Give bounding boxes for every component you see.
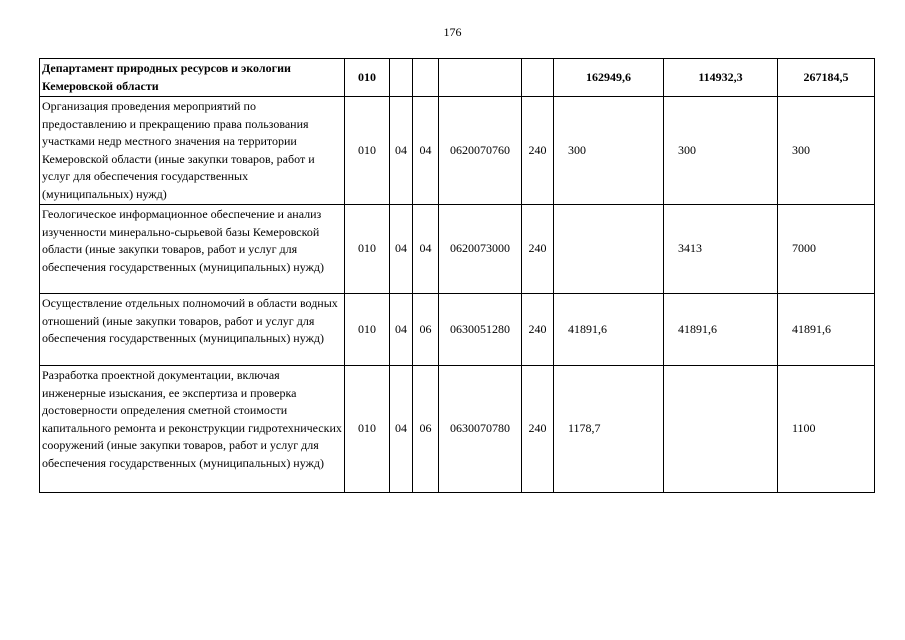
expense-type-code: [522, 59, 554, 97]
sum-year-2: 41891,6: [664, 294, 778, 366]
section-code: 04: [390, 366, 413, 493]
expense-type-code: 240: [522, 97, 554, 205]
target-code: 0620070760: [439, 97, 522, 205]
page-number: 176: [443, 25, 462, 39]
target-code: 0630070780: [439, 366, 522, 493]
target-code: [439, 59, 522, 97]
section-code: [390, 59, 413, 97]
subsection-code: 04: [413, 205, 439, 294]
sum-year-3: 267184,5: [778, 59, 875, 97]
sum-year-3: 41891,6: [778, 294, 875, 366]
section-code: 04: [390, 205, 413, 294]
ministry-code: 010: [345, 205, 390, 294]
expense-type-code: 240: [522, 366, 554, 493]
sum-year-2: 300: [664, 97, 778, 205]
ministry-code: 010: [345, 294, 390, 366]
section-code: 04: [390, 294, 413, 366]
sum-year-2: 114932,3: [664, 59, 778, 97]
sum-year-1: 1178,7: [554, 366, 664, 493]
subsection-code: [413, 59, 439, 97]
budget-table: [39, 58, 875, 493]
ministry-code: 010: [345, 59, 390, 97]
sum-year-3: 7000: [778, 205, 875, 294]
expense-type-code: 240: [522, 205, 554, 294]
ministry-code: 010: [345, 97, 390, 205]
sum-year-3: 300: [778, 97, 875, 205]
table-row: [40, 205, 875, 294]
table-row: [40, 97, 875, 205]
table-row: [40, 366, 875, 493]
subsection-code: 04: [413, 97, 439, 205]
sum-year-2: 3413: [664, 205, 778, 294]
target-code: 0620073000: [439, 205, 522, 294]
subsection-code: 06: [413, 294, 439, 366]
sum-year-3: 1100: [778, 366, 875, 493]
sum-year-1: 162949,6: [554, 59, 664, 97]
row-name: Геологическое информационное обеспечение и анализ изученности минерально-сырьевой базы Кемеровской области (иные закупки товаров, работ и услуг для обеспечения государственных (муниципальных) нужд): [40, 205, 345, 294]
table-row: [40, 294, 875, 366]
sum-year-1: 300: [554, 97, 664, 205]
sum-year-2: [664, 366, 778, 493]
ministry-code: 010: [345, 366, 390, 493]
row-name: Осуществление отдельных полномочий в области водных отношений (иные закупки товаров, работ и услуг для обеспечения государственных (муниципальных) нужд): [40, 294, 345, 366]
sum-year-1: 41891,6: [554, 294, 664, 366]
sum-year-1: [554, 205, 664, 294]
target-code: 0630051280: [439, 294, 522, 366]
department-name: Департамент природных ресурсов и экологии Кемеровской области: [40, 59, 345, 97]
row-name: Организация проведения мероприятий по предоставлению и прекращению права пользования участками недр местного значения на территории Кемеровской области (иные закупки товаров, работ и услуг для обеспечения государственных (муниципальных) нужд): [40, 97, 345, 205]
department-row: [40, 59, 875, 97]
section-code: 04: [390, 97, 413, 205]
row-name: Разработка проектной документации, включая инженерные изыскания, ее экспертиза и проверка достоверности определения сметной стоимости капитального ремонта и реконструкции гидротехнических сооружений (иные закупки товаров, работ и услуг для обеспечения государственных (муниципальных) нужд): [40, 366, 345, 493]
subsection-code: 06: [413, 366, 439, 493]
expense-type-code: 240: [522, 294, 554, 366]
